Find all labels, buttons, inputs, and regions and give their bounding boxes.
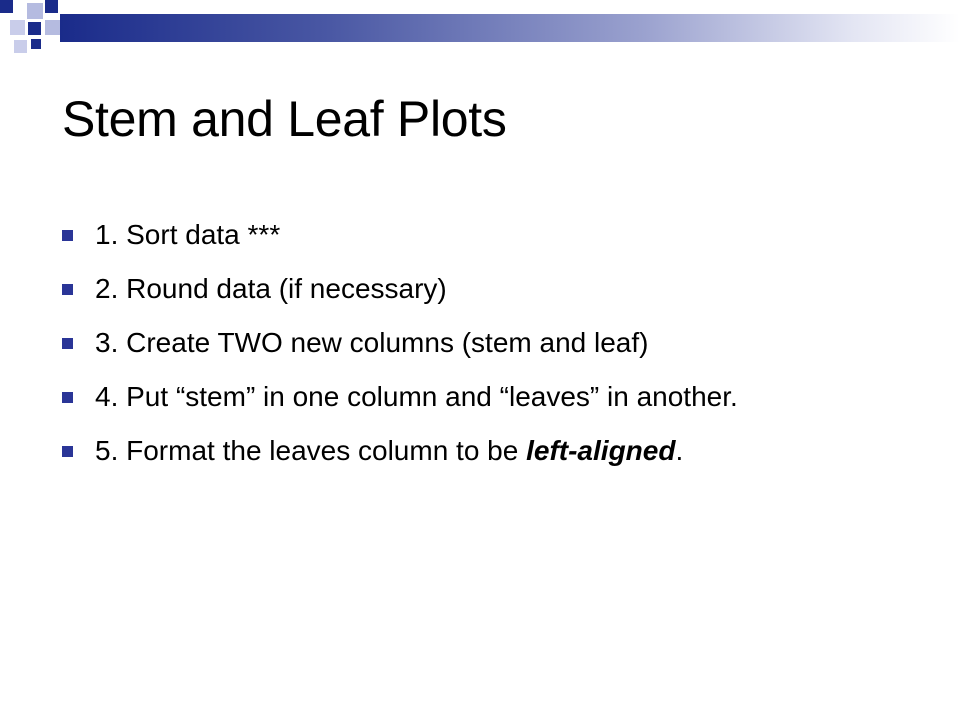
header-square-decoration	[27, 3, 43, 19]
bullet-item	[62, 434, 922, 467]
header-square-decoration	[14, 40, 27, 53]
header-square-decoration	[45, 0, 58, 13]
header-square-decoration	[0, 0, 13, 13]
header-square-decoration	[28, 22, 41, 35]
header-square-decoration	[31, 39, 41, 49]
header-gradient-bar	[60, 14, 960, 42]
bullet-text: 1. Sort data ***	[95, 219, 281, 250]
header-square-decoration	[45, 20, 60, 35]
bullet-text: 5. Format the leaves column to be	[95, 435, 527, 466]
bullet-text: 4. Put “stem” in one column and “leaves” in another.	[95, 381, 738, 412]
bullet-item	[62, 218, 922, 251]
bullet-list	[62, 218, 922, 488]
slide-title: Stem and Leaf Plots	[62, 91, 507, 147]
header-square-decoration	[10, 20, 25, 35]
square-bullet-icon	[62, 338, 73, 349]
square-bullet-icon	[62, 446, 73, 457]
square-bullet-icon	[62, 392, 73, 403]
bullet-item	[62, 326, 922, 359]
bullet-item	[62, 380, 922, 413]
square-bullet-icon	[62, 230, 73, 241]
bullet-text: 2. Round data (if necessary)	[95, 273, 447, 304]
bullet-text: 3. Create TWO new columns (stem and leaf)	[95, 327, 649, 358]
bullet-item	[62, 272, 922, 305]
bullet-emphasis: left-aligned	[526, 435, 676, 466]
square-bullet-icon	[62, 284, 73, 295]
bullet-text-end: .	[675, 435, 684, 466]
